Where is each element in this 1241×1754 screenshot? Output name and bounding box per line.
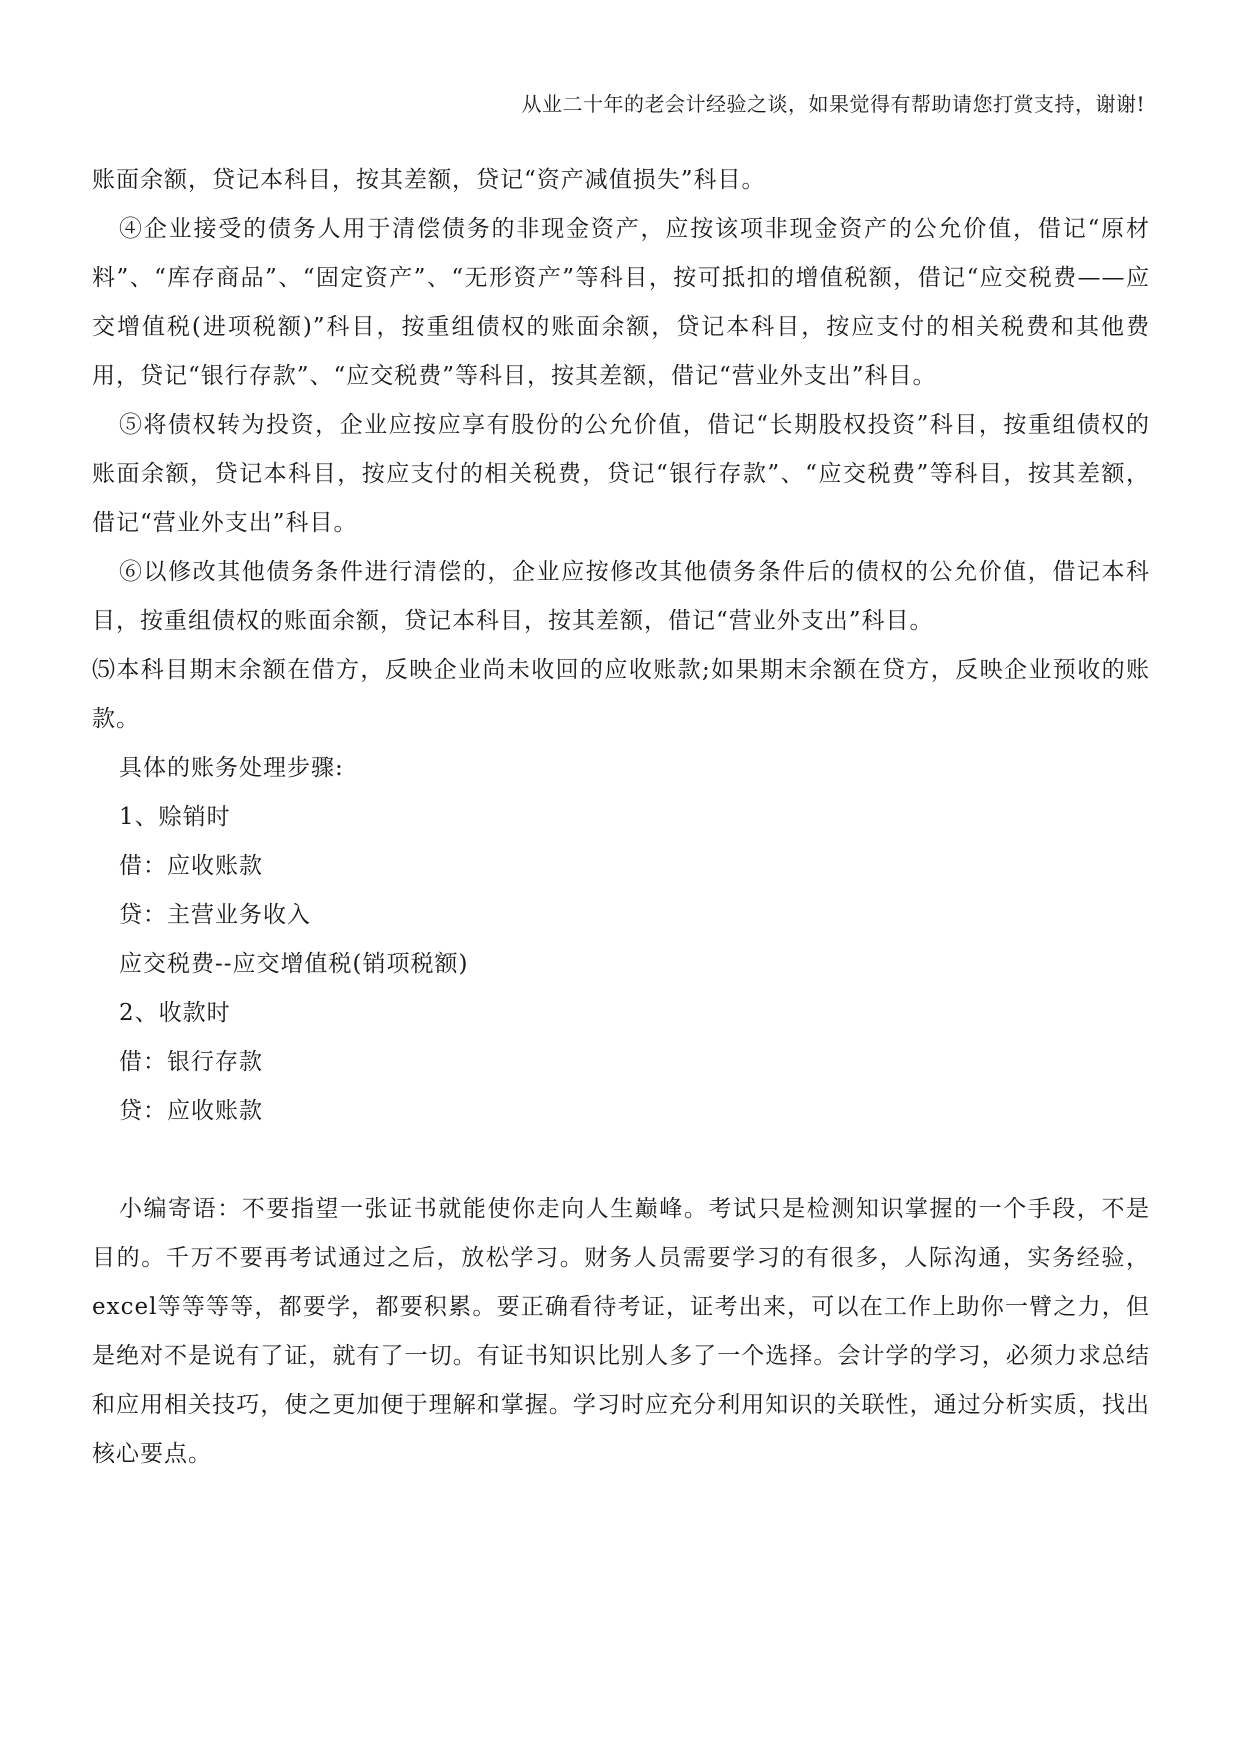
steps-title: 具体的账务处理步骤: (119, 755, 344, 781)
step-line: 2、收款时 (119, 1000, 231, 1026)
paragraph-continuation: 账面余额，贷记本科目，按其差额，贷记“资产减值损失”科目。 (92, 167, 766, 193)
step-line: 贷：应收账款 (119, 1098, 263, 1124)
paragraph-item-6: ⑥以修改其他债务条件进行清偿的，企业应按修改其他债务条件后的债权的公允价值，借记本科目，按重组债权的账面余额，贷记本科目，按其差额，借记“营业外支出”科目。 (92, 559, 1150, 634)
header-note: 从业二十年的老会计经验之谈，如果觉得有帮助请您打赏支持，谢谢! (521, 92, 1145, 116)
paragraph-item-4: ④企业接受的债务人用于清偿债务的非现金资产，应按该项非现金资产的公允价值，借记“原材料”、“库存商品”、“固定资产”、“无形资产”等科目，按可抵扣的增值税额，借记“应交税费——应交增值税(进项税额)”科目，按重组债权的账面余额，贷记本科目，按应支付的相关税费和其他费用，贷记“银行存款”、“应交税费”等科目，按其差额，借记“营业外支出”科目。 (92, 216, 1150, 389)
closing-note: 小编寄语：不要指望一张证书就能使你走向人生巅峰。考试只是检测知识掌握的一个手段，不是目的。千万不要再考试通过之后，放松学习。财务人员需要学习的有很多，人际沟通，实务经验，excel等等等等，都要学，都要积累。要正确看待考证，证考出来，可以在工作上助你一臂之力，但是绝对不是说有了证，就有了一切。有证书知识比别人多了一个选择。会计学的学习，必须力求总结和应用相关技巧，使之更加便于理解和掌握。学习时应充分利用知识的关联性，通过分析实质，找出核心要点。 (92, 1196, 1150, 1467)
document-body (92, 156, 1150, 1479)
spacer (92, 1136, 1150, 1185)
step-line: 1、赊销时 (119, 804, 231, 830)
step-line: 贷：主营业务收入 (119, 902, 311, 928)
step-line: 借：应收账款 (119, 853, 263, 879)
paragraph-balance: ⑸本科目期末余额在借方，反映企业尚未收回的应收账款;如果期末余额在贷方，反映企业预收的账款。 (92, 657, 1150, 732)
paragraph-item-5: ⑤将债权转为投资，企业应按应享有股份的公允价值，借记“长期股权投资”科目，按重组债权的账面余额，贷记本科目，按应支付的相关税费，贷记“银行存款”、“应交税费”等科目，按其差额，借记“营业外支出”科目。 (92, 412, 1150, 536)
step-line: 借：银行存款 (119, 1049, 263, 1075)
step-line: 应交税费--应交增值税(销项税额) (119, 951, 469, 977)
